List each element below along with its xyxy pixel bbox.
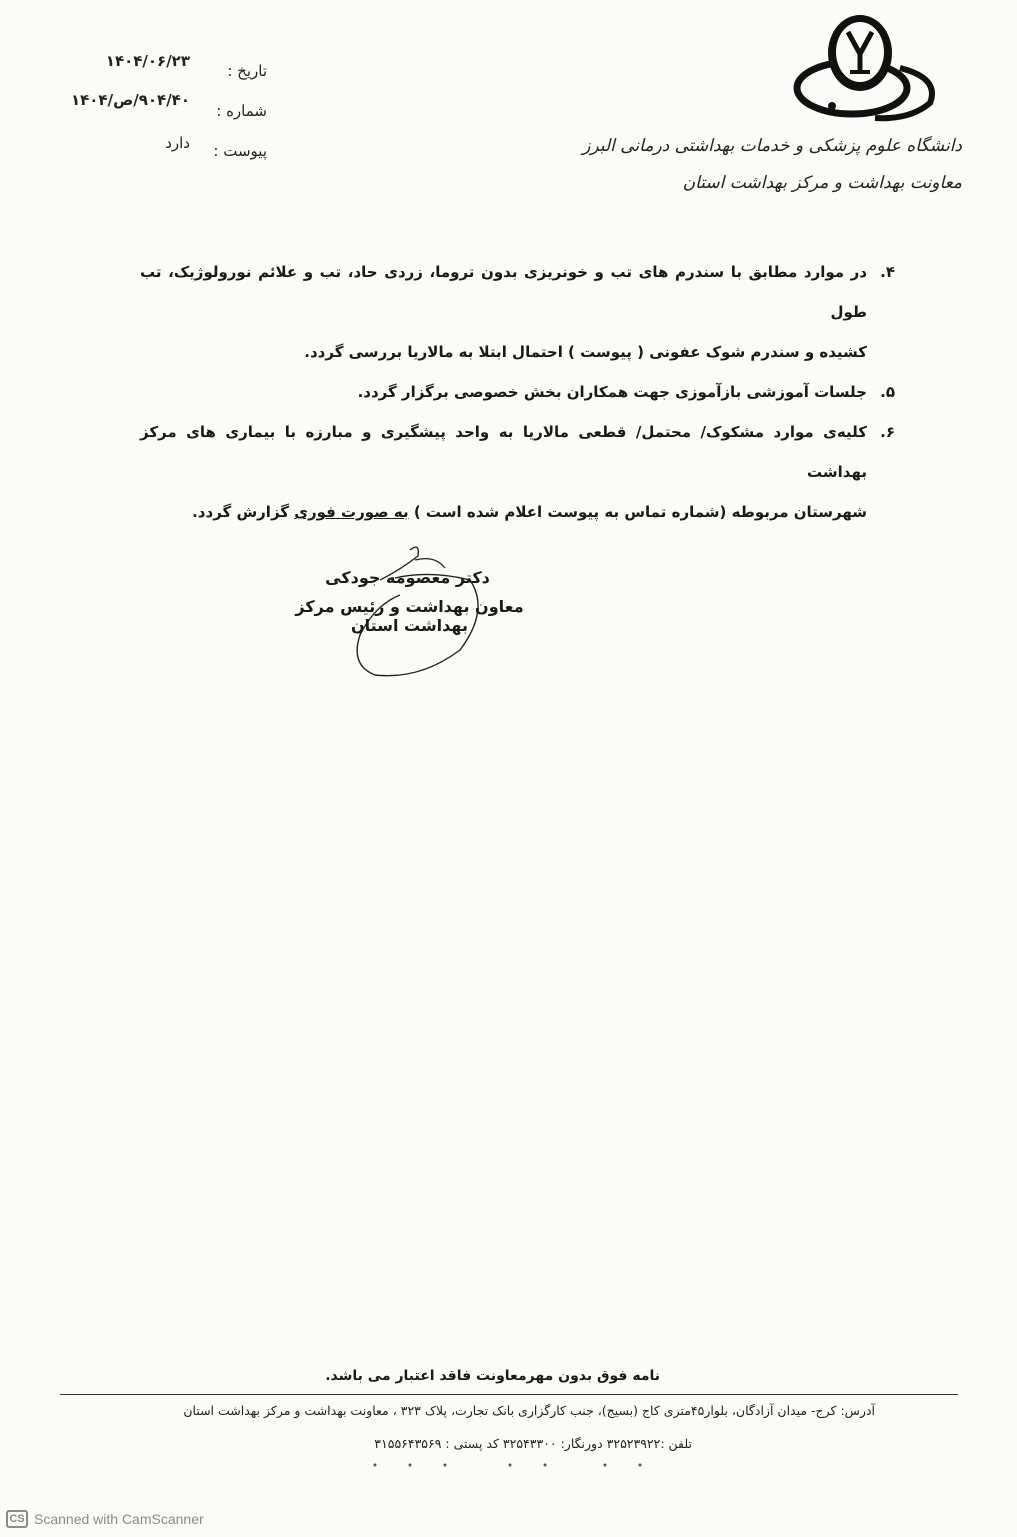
org-name-line1: دانشگاه علوم پزشکی و خدمات بهداشتی درمانی البرز (582, 136, 962, 156)
item-line: کلیه‌ی موارد مشکوک/ محتمل/ قطعی مالاریا به واحد پیشگیری و مبارزه با بیماری های مرکز بهداشت (140, 423, 867, 481)
validity-note: نامه فوق بدون مهرمعاونت فاقد اعتبار می باشد. (325, 1368, 660, 1384)
item-line-part: شهرستان مربوطه (شماره تماس به پیوست اعلام شده است ) (408, 503, 867, 521)
attachment-value: دارد (165, 134, 190, 152)
list-item (140, 412, 895, 532)
item-line (140, 492, 867, 532)
letter-body (140, 252, 895, 532)
number-label: شماره : (216, 102, 267, 120)
scanner-text: Scanned with CamScanner (34, 1511, 204, 1527)
item-line: در موارد مطابق با سندرم های تب و خونریزی بدون تروما، زردی حاد، تب و علائم نورولوژیک، تب طول (140, 263, 867, 321)
item-number: ۶. (880, 423, 895, 441)
attachment-label: پیوست : (213, 142, 267, 160)
number-value: ۹۰۴/۴۰/ص/۱۴۰۴ (70, 91, 190, 109)
item-text (140, 252, 867, 372)
footer-dots-decoration (370, 1462, 670, 1468)
signatory-title: معاون بهداشت و رئیس مرکز بهداشت استان (295, 597, 524, 635)
org-name-line2: معاونت بهداشت و مرکز بهداشت استان (682, 173, 962, 193)
list-item (140, 252, 895, 372)
date-value: ۱۴۰۴/۰۶/۲۳ (105, 52, 190, 70)
item-line-part: گزارش گردد. (192, 503, 295, 521)
scanner-watermark (6, 1508, 204, 1530)
university-logo-icon (790, 8, 950, 128)
item-line: کشیده و سندرم شوک عفونی ( پیوست ) احتمال ابتلا به مالاریا بررسی گردد. (304, 343, 867, 361)
item-number: ۵. (880, 383, 895, 401)
camscanner-icon: CS (6, 1510, 28, 1528)
urgent-emphasis: به صورت فوری (294, 503, 409, 521)
list-item (140, 372, 895, 412)
footer-divider (60, 1394, 958, 1395)
footer-address: آدرس: کرج- میدان آزادگان، بلوار۴۵متری کاج (بسیج)، جنب کارگزاری بانک تجارت، پلاک ۳۲۳ ، معاونت بهداشت و مرکز بهداشت استان (183, 1403, 875, 1418)
date-label: تاریخ : (227, 62, 267, 80)
signatory-name: دکتر معصومه جودکی (325, 568, 490, 587)
item-text (140, 372, 867, 412)
item-text (140, 412, 867, 532)
item-line: جلسات آموزشی بازآموزی جهت همکاران بخش خصوصی برگزار گردد. (357, 383, 867, 401)
footer-phone: تلفن :۳۲۵۲۳۹۲۲ دورنگار: ۳۲۵۴۳۳۰۰ کد پستی : ۳۱۵۵۶۴۳۵۶۹ (374, 1436, 692, 1451)
item-number: ۴. (880, 263, 895, 281)
